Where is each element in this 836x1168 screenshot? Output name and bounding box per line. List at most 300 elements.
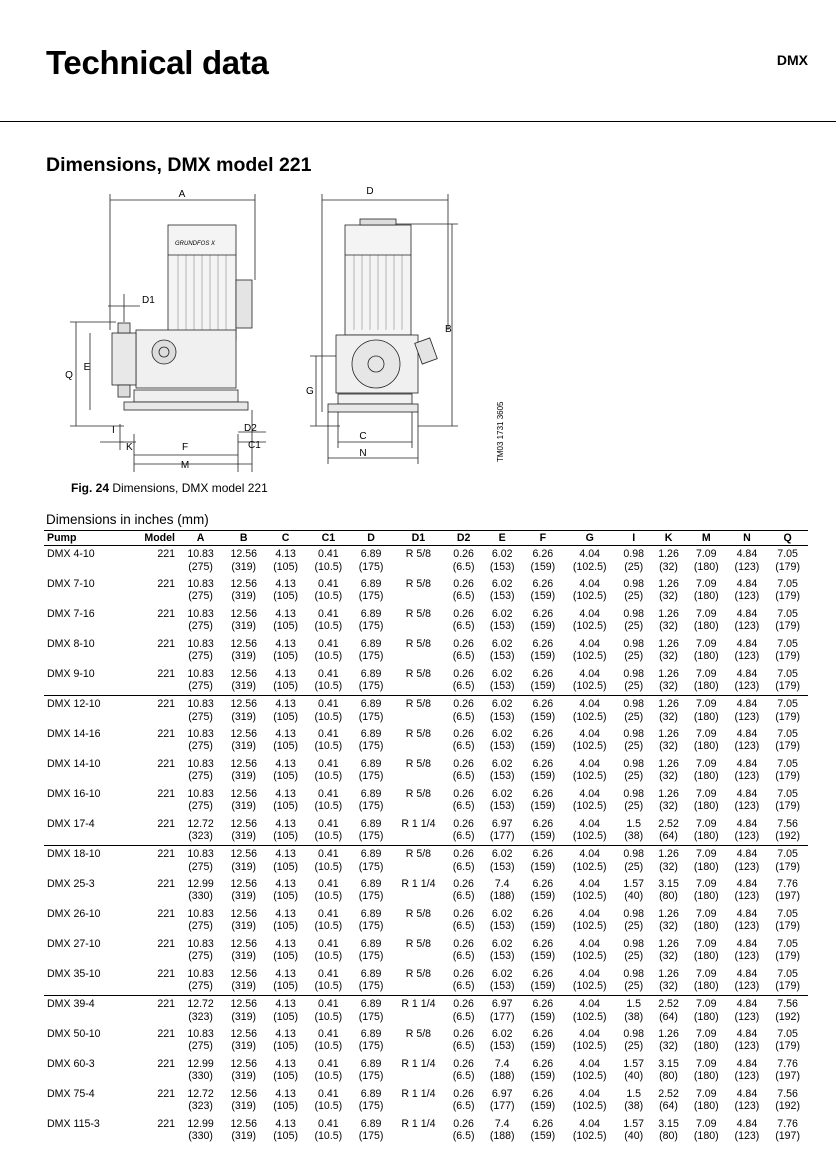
dimension-cell bbox=[179, 1116, 222, 1146]
inch-value: R 5/8 bbox=[405, 757, 432, 770]
dimension-cell bbox=[306, 636, 351, 666]
inch-value: 4.13 bbox=[275, 787, 296, 800]
inch-value: 4.04 bbox=[579, 637, 601, 650]
inch-value: 7.09 bbox=[695, 577, 717, 590]
mm-value: (32) bbox=[659, 860, 678, 873]
inch-value: 6.89 bbox=[360, 637, 382, 650]
dimension-drawing bbox=[40, 180, 560, 480]
pump-cell: DMX 16-10 bbox=[47, 787, 101, 800]
dim-label-a: A bbox=[178, 189, 186, 200]
dimension-cell bbox=[391, 576, 445, 606]
inch-value: 4.04 bbox=[579, 817, 601, 830]
mm-value: (6.5) bbox=[452, 1040, 475, 1052]
dimension-cell bbox=[222, 666, 265, 696]
mm-value: (159) bbox=[530, 860, 556, 873]
mm-value: (319) bbox=[231, 1010, 257, 1023]
inch-value: 0.98 bbox=[623, 907, 645, 920]
mm-value: (159) bbox=[530, 680, 556, 692]
dimension-cell bbox=[222, 756, 265, 786]
inch-value: 6.02 bbox=[491, 727, 513, 740]
dimension-cell bbox=[306, 606, 351, 636]
front-view bbox=[70, 194, 266, 472]
table-row bbox=[44, 726, 808, 756]
mm-value: (105) bbox=[273, 680, 298, 692]
dim-label-c1: C1 bbox=[248, 440, 261, 451]
inch-value: 12.56 bbox=[230, 1027, 257, 1040]
inch-value: 0.41 bbox=[318, 907, 339, 920]
inch-value: 6.26 bbox=[532, 1057, 554, 1070]
inch-value: 7.09 bbox=[695, 817, 717, 830]
model-cell: 221 bbox=[157, 1117, 175, 1130]
mm-value: (179) bbox=[775, 620, 800, 632]
dimension-cell bbox=[727, 786, 768, 816]
mm-value: (180) bbox=[693, 710, 719, 723]
dimension-cell bbox=[306, 666, 351, 696]
dimension-cell bbox=[523, 936, 564, 966]
inch-value: 0.98 bbox=[623, 967, 645, 980]
inch-value: 12.56 bbox=[230, 698, 257, 710]
inch-value: 4.13 bbox=[275, 907, 296, 920]
mm-value: (10.5) bbox=[314, 650, 343, 662]
mm-value: (175) bbox=[358, 770, 384, 782]
dimension-cell bbox=[445, 816, 481, 846]
table-header-row bbox=[44, 531, 808, 546]
section-heading: Dimensions, DMX model 221 bbox=[46, 154, 312, 176]
column-header: B bbox=[222, 531, 265, 546]
mm-value: (105) bbox=[273, 1130, 298, 1142]
mm-value: (102.5) bbox=[572, 890, 607, 902]
mm-value: (177) bbox=[489, 1100, 515, 1112]
mm-value: (180) bbox=[693, 1010, 719, 1023]
dimension-cell bbox=[482, 606, 523, 636]
inch-value: 4.84 bbox=[736, 817, 758, 830]
inch-value: 6.26 bbox=[532, 848, 554, 860]
dim-label-k: K bbox=[126, 442, 133, 453]
dimension-cell bbox=[482, 696, 523, 726]
mm-value: (175) bbox=[358, 620, 384, 632]
dimension-cell bbox=[391, 666, 445, 696]
dimension-cell bbox=[523, 966, 564, 996]
dimension-cell bbox=[306, 996, 351, 1026]
dimension-cell bbox=[563, 666, 616, 696]
dimension-cell bbox=[179, 996, 222, 1026]
inch-value: 4.84 bbox=[736, 1027, 758, 1040]
mm-value: (179) bbox=[775, 950, 800, 962]
dimension-cell bbox=[306, 846, 351, 876]
dimension-cell bbox=[445, 846, 481, 876]
mm-value: (123) bbox=[734, 800, 760, 812]
dimension-cell bbox=[265, 906, 306, 936]
dim-label-m: M bbox=[180, 460, 190, 471]
dimension-cell bbox=[306, 906, 351, 936]
dimension-cell bbox=[727, 906, 768, 936]
pump-cell: DMX 7-10 bbox=[47, 577, 95, 590]
dimension-cell bbox=[391, 1086, 445, 1116]
dimension-cell bbox=[482, 906, 523, 936]
dimension-cell bbox=[523, 726, 564, 756]
inch-value: 0.41 bbox=[318, 637, 339, 650]
dimension-cell bbox=[351, 576, 392, 606]
inch-value: 12.56 bbox=[230, 1087, 257, 1100]
inch-value: R 1 1/4 bbox=[401, 1087, 436, 1100]
dimension-cell bbox=[482, 1116, 523, 1146]
dimension-cell bbox=[767, 936, 808, 966]
mm-value: (175) bbox=[358, 650, 384, 662]
inch-value: 0.26 bbox=[453, 757, 474, 770]
mm-value: (6.5) bbox=[452, 650, 475, 662]
inch-value: 1.26 bbox=[658, 727, 679, 740]
dimension-cell bbox=[351, 546, 392, 576]
inch-value: 4.84 bbox=[736, 967, 758, 980]
inch-value: 6.26 bbox=[532, 1117, 554, 1130]
dimension-cell bbox=[651, 1116, 686, 1146]
pump-cell: DMX 39-4 bbox=[44, 996, 124, 1026]
mm-value: (197) bbox=[775, 1070, 800, 1082]
inch-value: 1.26 bbox=[658, 848, 679, 860]
inch-value: 4.04 bbox=[579, 1027, 601, 1040]
mm-value: (10.5) bbox=[314, 890, 343, 902]
inch-value: 6.26 bbox=[532, 757, 554, 770]
mm-value: (275) bbox=[188, 740, 213, 752]
inch-value: 12.56 bbox=[230, 637, 257, 650]
inch-value: 7.05 bbox=[777, 548, 798, 560]
mm-value: (102.5) bbox=[572, 770, 607, 782]
inch-value: 7.09 bbox=[695, 757, 717, 770]
inch-value: 1.26 bbox=[658, 607, 679, 620]
dimension-cell bbox=[686, 876, 727, 906]
model-cell: 221 bbox=[157, 817, 175, 830]
dimension-cell bbox=[686, 1026, 727, 1056]
dimension-cell bbox=[727, 1056, 768, 1086]
dimension-cell bbox=[222, 1116, 265, 1146]
mm-value: (179) bbox=[775, 740, 800, 752]
inch-value: 4.04 bbox=[579, 577, 601, 590]
inch-value: 4.84 bbox=[736, 877, 758, 890]
mm-value: (102.5) bbox=[572, 800, 607, 812]
inch-value: 4.84 bbox=[736, 607, 758, 620]
inch-value: 7.09 bbox=[695, 998, 717, 1010]
dimension-cell bbox=[563, 996, 616, 1026]
mm-value: (25) bbox=[624, 680, 644, 692]
dimension-cell bbox=[445, 696, 481, 726]
pump-cell: DMX 14-16 bbox=[47, 727, 101, 740]
mm-value: (10.5) bbox=[314, 1130, 343, 1142]
dimension-cell bbox=[616, 966, 651, 996]
mm-value: (123) bbox=[734, 710, 760, 723]
dimension-cell bbox=[523, 1056, 564, 1086]
inch-value: 4.04 bbox=[579, 907, 601, 920]
inch-value: 6.89 bbox=[360, 967, 382, 980]
dimension-cell bbox=[523, 1116, 564, 1146]
dimension-cell bbox=[523, 1086, 564, 1116]
mm-value: (180) bbox=[693, 980, 719, 992]
dimension-cell bbox=[767, 816, 808, 846]
model-cell: 221 bbox=[157, 667, 175, 680]
inch-value: 7.4 bbox=[494, 1117, 510, 1130]
inch-value: 0.26 bbox=[453, 787, 474, 800]
dimension-cell bbox=[391, 636, 445, 666]
inch-value: 10.83 bbox=[187, 698, 214, 710]
mm-value: (192) bbox=[775, 1010, 800, 1023]
pump-cell: DMX 60-3 bbox=[47, 1057, 95, 1070]
dimension-cell bbox=[686, 786, 727, 816]
dimension-cell bbox=[563, 606, 616, 636]
inch-value: 6.89 bbox=[360, 1087, 382, 1100]
mm-value: (40) bbox=[624, 1130, 644, 1142]
column-header: D1 bbox=[391, 531, 445, 546]
dimension-cell bbox=[767, 1056, 808, 1086]
dimension-cell bbox=[563, 906, 616, 936]
dim-label-i: I bbox=[112, 425, 115, 436]
inch-value: 6.89 bbox=[360, 1117, 382, 1130]
mm-value: (175) bbox=[358, 1040, 384, 1052]
table-row bbox=[44, 786, 808, 816]
inch-value: 6.26 bbox=[532, 787, 554, 800]
dimension-cell bbox=[179, 1026, 222, 1056]
mm-value: (40) bbox=[624, 1070, 644, 1082]
mm-value: (10.5) bbox=[314, 1100, 343, 1112]
dimension-cell bbox=[482, 786, 523, 816]
pump-cell: DMX 35-10 bbox=[47, 967, 101, 980]
dimension-cell bbox=[306, 786, 351, 816]
inch-value: 6.02 bbox=[491, 907, 513, 920]
dimension-cell bbox=[391, 696, 445, 726]
inch-value: 0.41 bbox=[318, 967, 339, 980]
inch-value: 12.56 bbox=[230, 577, 257, 590]
model-cell: 221 bbox=[157, 727, 175, 740]
mm-value: (159) bbox=[530, 800, 556, 812]
mm-value: (175) bbox=[358, 860, 384, 873]
pump-cell: DMX 9-10 bbox=[47, 667, 95, 680]
dimension-cell bbox=[727, 1086, 768, 1116]
dimension-cell bbox=[563, 1026, 616, 1056]
inch-value: 7.05 bbox=[777, 757, 798, 770]
mm-value: (102.5) bbox=[572, 830, 607, 842]
mm-value: (6.5) bbox=[452, 740, 475, 752]
figure-caption-text: Dimensions, DMX model 221 bbox=[109, 481, 268, 495]
inch-value: 0.98 bbox=[623, 1027, 645, 1040]
dimension-cell bbox=[265, 996, 306, 1026]
mm-value: (188) bbox=[489, 1070, 515, 1082]
inch-value: 6.89 bbox=[360, 577, 382, 590]
inch-value: 12.72 bbox=[187, 817, 214, 830]
mm-value: (40) bbox=[624, 890, 644, 902]
inch-value: 4.84 bbox=[736, 698, 758, 710]
inch-value: 0.26 bbox=[453, 577, 474, 590]
mm-value: (180) bbox=[693, 830, 719, 842]
dimension-cell bbox=[351, 606, 392, 636]
inch-value: 4.13 bbox=[275, 607, 296, 620]
dimension-cell bbox=[767, 906, 808, 936]
dimension-cell bbox=[265, 606, 306, 636]
mm-value: (123) bbox=[734, 1070, 760, 1082]
dimension-cell bbox=[306, 546, 351, 576]
model-cell: 221 bbox=[157, 1027, 175, 1040]
mm-value: (275) bbox=[188, 800, 213, 812]
inch-value: 12.72 bbox=[187, 1087, 214, 1100]
dimension-cell bbox=[351, 996, 392, 1026]
dimension-cell bbox=[265, 876, 306, 906]
inch-value: R 5/8 bbox=[405, 637, 432, 650]
inch-value: 12.99 bbox=[187, 877, 214, 890]
mm-value: (330) bbox=[188, 890, 213, 902]
mm-value: (105) bbox=[273, 980, 298, 992]
inch-value: 0.26 bbox=[453, 698, 474, 710]
mm-value: (38) bbox=[624, 1100, 644, 1112]
model-cell: 221 bbox=[124, 696, 179, 726]
inch-value: 4.84 bbox=[736, 757, 758, 770]
mm-value: (102.5) bbox=[572, 620, 607, 632]
dimension-cell bbox=[686, 846, 727, 876]
inch-value: 10.83 bbox=[187, 577, 214, 590]
mm-value: (10.5) bbox=[314, 950, 343, 962]
mm-value: (159) bbox=[530, 1130, 556, 1142]
inch-value: 4.84 bbox=[736, 548, 758, 560]
inch-value: 1.26 bbox=[658, 937, 679, 950]
dimension-cell bbox=[616, 906, 651, 936]
mm-value: (123) bbox=[734, 920, 760, 932]
mm-value: (80) bbox=[659, 1130, 678, 1142]
inch-value: 7.09 bbox=[695, 548, 717, 560]
inch-value: R 5/8 bbox=[405, 937, 432, 950]
dimension-cell bbox=[265, 636, 306, 666]
dimension-cell bbox=[616, 936, 651, 966]
inch-value: 7.76 bbox=[777, 1117, 798, 1130]
mm-value: (80) bbox=[659, 890, 678, 902]
inch-value: 6.26 bbox=[532, 637, 554, 650]
column-header: A bbox=[179, 531, 222, 546]
mm-value: (25) bbox=[624, 710, 644, 723]
pump-cell: DMX 26-10 bbox=[47, 907, 101, 920]
inch-value: 4.13 bbox=[275, 848, 296, 860]
inch-value: 4.84 bbox=[736, 1117, 758, 1130]
inch-value: 6.26 bbox=[532, 548, 554, 560]
dimension-cell bbox=[445, 636, 481, 666]
model-cell: 221 bbox=[157, 548, 175, 560]
mm-value: (319) bbox=[231, 1130, 257, 1142]
inch-value: 10.83 bbox=[187, 757, 214, 770]
inch-value: 6.26 bbox=[532, 667, 554, 680]
table-row bbox=[44, 606, 808, 636]
inch-value: 0.98 bbox=[623, 637, 645, 650]
mm-value: (10.5) bbox=[314, 560, 343, 573]
brand-mark: GRUNDFOS X bbox=[175, 241, 216, 247]
pump-cell: DMX 18-10 bbox=[44, 846, 124, 876]
inch-value: 4.04 bbox=[579, 1087, 601, 1100]
inch-value: 0.26 bbox=[453, 727, 474, 740]
inch-value: 6.26 bbox=[532, 907, 554, 920]
inch-value: 7.09 bbox=[695, 637, 717, 650]
mm-value: (32) bbox=[659, 800, 678, 812]
inch-value: 6.97 bbox=[491, 1087, 513, 1100]
inch-value: R 1 1/4 bbox=[401, 1057, 436, 1070]
mm-value: (159) bbox=[530, 710, 556, 723]
dimension-cell bbox=[616, 876, 651, 906]
inch-value: 7.76 bbox=[777, 877, 798, 890]
mm-value: (105) bbox=[273, 560, 298, 573]
mm-value: (192) bbox=[775, 830, 800, 842]
mm-value: (25) bbox=[624, 740, 644, 752]
inch-value: 1.26 bbox=[658, 667, 679, 680]
dimension-cell bbox=[686, 576, 727, 606]
dimension-cell bbox=[651, 906, 686, 936]
dimension-cell bbox=[265, 966, 306, 996]
mm-value: (32) bbox=[659, 710, 678, 723]
mm-value: (319) bbox=[231, 800, 257, 812]
model-cell: 221 bbox=[157, 907, 175, 920]
pump-cell: DMX 17-4 bbox=[47, 817, 95, 830]
inch-value: 7.09 bbox=[695, 1027, 717, 1040]
dimension-cell bbox=[351, 726, 392, 756]
mm-value: (38) bbox=[624, 830, 644, 842]
inch-value: 0.26 bbox=[453, 937, 474, 950]
mm-value: (6.5) bbox=[452, 1130, 475, 1142]
dimension-cell bbox=[727, 816, 768, 846]
inch-value: 2.52 bbox=[658, 817, 679, 830]
inch-value: 6.26 bbox=[532, 577, 554, 590]
inch-value: 0.26 bbox=[453, 967, 474, 980]
inch-value: 7.56 bbox=[777, 998, 798, 1010]
mm-value: (319) bbox=[231, 740, 257, 752]
dimension-cell bbox=[391, 996, 445, 1026]
dimension-cell bbox=[563, 936, 616, 966]
mm-value: (102.5) bbox=[572, 950, 607, 962]
inch-value: 1.26 bbox=[658, 907, 679, 920]
dimension-cell bbox=[391, 1026, 445, 1056]
column-header: K bbox=[651, 531, 686, 546]
inch-value: 4.84 bbox=[736, 1057, 758, 1070]
inch-value: 6.89 bbox=[360, 757, 382, 770]
dimension-cell bbox=[686, 1086, 727, 1116]
pump-cell: DMX 12-10 bbox=[44, 696, 124, 726]
mm-value: (6.5) bbox=[452, 1100, 475, 1112]
column-header: Pump bbox=[44, 531, 124, 546]
inch-value: 7.4 bbox=[494, 1057, 510, 1070]
mm-value: (153) bbox=[489, 710, 515, 723]
dimension-cell bbox=[265, 1026, 306, 1056]
inch-value: 6.02 bbox=[491, 548, 513, 560]
inch-value: 6.02 bbox=[491, 967, 513, 980]
mm-value: (153) bbox=[489, 800, 515, 812]
mm-value: (105) bbox=[273, 890, 298, 902]
mm-value: (6.5) bbox=[452, 950, 475, 962]
dimension-cell bbox=[445, 996, 481, 1026]
inch-value: 6.02 bbox=[491, 607, 513, 620]
inch-value: 10.83 bbox=[187, 967, 214, 980]
mm-value: (25) bbox=[624, 770, 644, 782]
inch-value: 12.56 bbox=[230, 848, 257, 860]
dimension-cell bbox=[616, 1086, 651, 1116]
dimension-cell bbox=[727, 936, 768, 966]
inch-value: 6.89 bbox=[360, 907, 382, 920]
dimension-cell bbox=[391, 756, 445, 786]
dim-label-f: F bbox=[181, 442, 189, 453]
dimension-cell bbox=[616, 666, 651, 696]
dimension-cell bbox=[179, 876, 222, 906]
mm-value: (64) bbox=[659, 1010, 678, 1023]
mm-value: (175) bbox=[358, 710, 384, 723]
mm-value: (319) bbox=[231, 920, 257, 932]
mm-value: (105) bbox=[273, 830, 298, 842]
dimension-cell bbox=[351, 966, 392, 996]
inch-value: 4.13 bbox=[275, 937, 296, 950]
mm-value: (175) bbox=[358, 920, 384, 932]
dimension-cell bbox=[265, 666, 306, 696]
pump-cell: DMX 25-3 bbox=[47, 877, 95, 890]
pump-cell: DMX 4-10 bbox=[47, 548, 95, 560]
dimension-cell bbox=[265, 546, 306, 576]
dimension-cell bbox=[616, 726, 651, 756]
